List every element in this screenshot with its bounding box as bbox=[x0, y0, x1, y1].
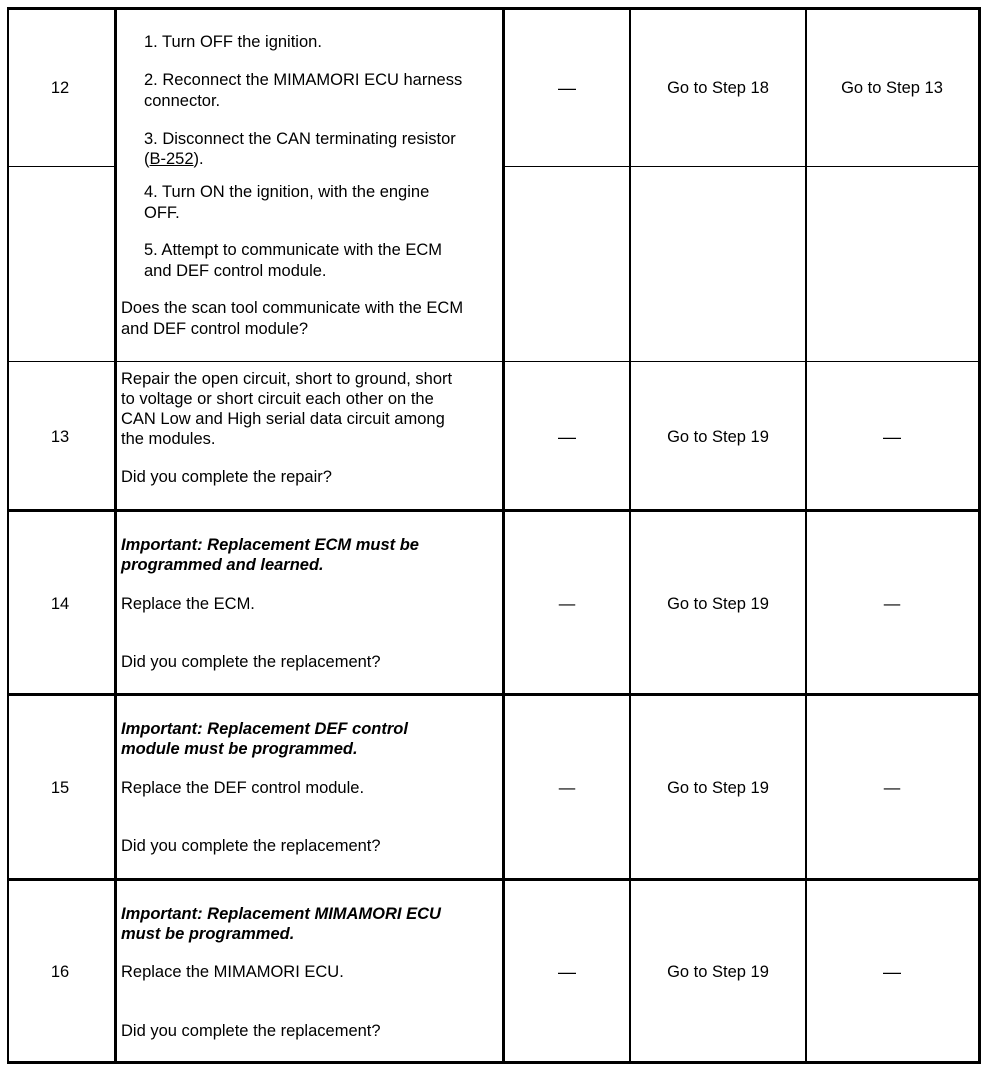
table-border-top bbox=[7, 7, 980, 10]
step-number: 13 bbox=[50, 428, 70, 446]
no-action: — bbox=[883, 427, 901, 447]
value-cell: — bbox=[558, 779, 576, 797]
no-action: — bbox=[883, 779, 901, 797]
important-note: module must be programmed. bbox=[121, 740, 358, 758]
no-action: Go to Step 13 bbox=[841, 79, 943, 97]
action-text: Repair the open circuit, short to ground, short bbox=[121, 370, 453, 388]
connector-link[interactable]: B-252 bbox=[149, 150, 194, 168]
sub-step bbox=[144, 149, 204, 169]
question: and DEF control module? bbox=[121, 320, 309, 338]
action-text: Replace the ECM. bbox=[121, 595, 255, 613]
yes-action: Go to Step 18 bbox=[667, 79, 769, 97]
value-cell: — bbox=[558, 962, 576, 982]
sub-step: 4. Turn ON the ignition, with the engine bbox=[144, 183, 430, 201]
no-action: — bbox=[883, 962, 901, 982]
action-text: the modules. bbox=[121, 430, 216, 448]
paren-close: ). bbox=[193, 150, 204, 168]
sub-step: 5. Attempt to communicate with the ECM bbox=[144, 241, 443, 259]
column-divider bbox=[629, 7, 631, 1064]
important-note: Important: Replacement ECM must be bbox=[121, 536, 419, 554]
table-border-left bbox=[7, 7, 9, 1064]
row-divider bbox=[7, 509, 980, 512]
yes-action: Go to Step 19 bbox=[667, 595, 769, 613]
question: Did you complete the replacement? bbox=[121, 1022, 381, 1040]
step-number: 15 bbox=[50, 779, 70, 797]
row-divider bbox=[7, 166, 115, 167]
sub-step: connector. bbox=[144, 92, 221, 110]
value-cell: — bbox=[558, 78, 576, 98]
sub-step: 2. Reconnect the MIMAMORI ECU harness bbox=[144, 71, 463, 89]
action-text: Replace the MIMAMORI ECU. bbox=[121, 963, 344, 981]
no-action: — bbox=[883, 595, 901, 613]
row-divider bbox=[7, 361, 980, 362]
table-border-bottom bbox=[7, 1061, 980, 1064]
important-note: Important: Replacement MIMAMORI ECU bbox=[121, 905, 441, 923]
yes-action: Go to Step 19 bbox=[667, 963, 769, 981]
question: Did you complete the replacement? bbox=[121, 837, 381, 855]
question: Did you complete the repair? bbox=[121, 468, 332, 486]
important-note: programmed and learned. bbox=[121, 556, 324, 574]
question: Does the scan tool communicate with the ECM bbox=[121, 299, 464, 317]
row-divider bbox=[7, 693, 980, 696]
value-cell: — bbox=[558, 427, 576, 447]
yes-action: Go to Step 19 bbox=[667, 428, 769, 446]
table-border-right bbox=[978, 7, 981, 1064]
step-number: 16 bbox=[50, 963, 70, 981]
sub-step: and DEF control module. bbox=[144, 262, 327, 280]
row-divider bbox=[503, 166, 980, 167]
question: Did you complete the replacement? bbox=[121, 653, 381, 671]
action-text: to voltage or short circuit each other on the bbox=[121, 390, 434, 408]
action-text: CAN Low and High serial data circuit among bbox=[121, 410, 445, 428]
sub-step: 1. Turn OFF the ignition. bbox=[144, 33, 322, 51]
step-number: 14 bbox=[50, 595, 70, 613]
sub-step: 3. Disconnect the CAN terminating resistor bbox=[144, 130, 456, 148]
column-divider bbox=[805, 7, 807, 1064]
yes-action: Go to Step 19 bbox=[667, 779, 769, 797]
column-divider bbox=[114, 7, 117, 1064]
column-divider bbox=[502, 7, 505, 1064]
value-cell: — bbox=[558, 595, 576, 613]
action-text: Replace the DEF control module. bbox=[121, 779, 365, 797]
important-note: Important: Replacement DEF control bbox=[121, 720, 408, 738]
row-divider bbox=[7, 878, 980, 881]
important-note: must be programmed. bbox=[121, 925, 295, 943]
step-number: 12 bbox=[50, 79, 70, 97]
sub-step: OFF. bbox=[144, 204, 180, 222]
paren-open: ( bbox=[144, 150, 150, 168]
